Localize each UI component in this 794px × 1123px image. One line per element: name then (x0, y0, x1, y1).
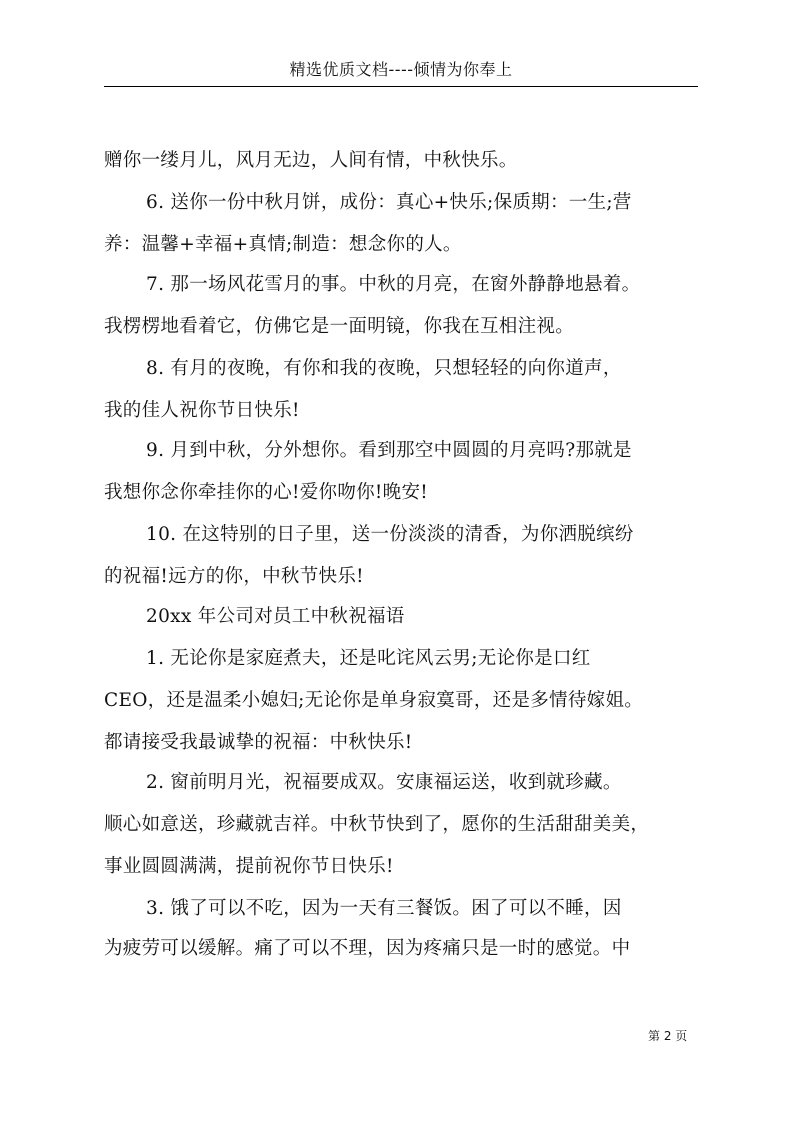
body-line: 7. 那一场风花雪月的事。中秋的月亮，在窗外静静地悬着。 (146, 274, 641, 295)
section-heading: 20xx 年公司对员工中秋祝福语 (146, 606, 405, 627)
page-header (104, 58, 698, 87)
body-line: 我想你念你牵挂你的心!爱你吻你!晚安! (104, 482, 429, 503)
body-line: 8. 有月的夜晚，有你和我的夜晚，只想轻轻的向你道声， (146, 358, 622, 379)
body-line: 顺心如意送，珍藏就吉祥。中秋节快到了，愿你的生活甜甜美美， (104, 814, 650, 835)
body-line: 的祝福!远方的你，中秋节快乐! (104, 566, 364, 587)
page-number: 第 2 页 (648, 1029, 688, 1043)
body-line: 我楞楞地看着它，仿佛它是一面明镜，你我在互相注视。 (104, 316, 575, 337)
body-line: 事业圆圆满满，提前祝你节日快乐! (104, 856, 394, 877)
body-line: 我的佳人祝你节日快乐! (104, 400, 300, 421)
body-line: 为疲劳可以缓解。痛了可以不理，因为疼痛只是一时的感觉。中 (104, 938, 631, 959)
body-line: 6. 送你一份中秋月饼，成份：真心+快乐;保质期：一生;营 (146, 192, 632, 213)
body-line: 赠你一缕月儿，风月无边，人间有情，中秋快乐。 (104, 150, 518, 171)
body-line: CEO，还是温柔小媳妇;无论你是单身寂寞哥，还是多情待嫁姐。 (104, 690, 644, 711)
body-line: 1. 无论你是家庭煮夫，还是叱诧风云男;无论你是口红 (146, 648, 591, 669)
body-line: 都请接受我最诚挚的祝福：中秋快乐! (104, 732, 413, 753)
header-title: 精选优质文档----倾情为你奉上 (289, 60, 513, 79)
body-line: 10. 在这特别的日子里，送一份淡淡的清香，为你洒脱缤纷 (146, 524, 634, 545)
body-line: 3. 饿了可以不吃，因为一天有三餐饭。困了可以不睡，因 (146, 898, 622, 919)
body-line: 养：温馨+幸福+真情;制造：想念你的人。 (104, 234, 462, 255)
body-line: 2. 窗前明月光，祝福要成双。安康福运送，收到就珍藏。 (146, 772, 622, 793)
body-line: 9. 月到中秋，分外想你。看到那空中圆圆的月亮吗?那就是 (146, 440, 632, 461)
